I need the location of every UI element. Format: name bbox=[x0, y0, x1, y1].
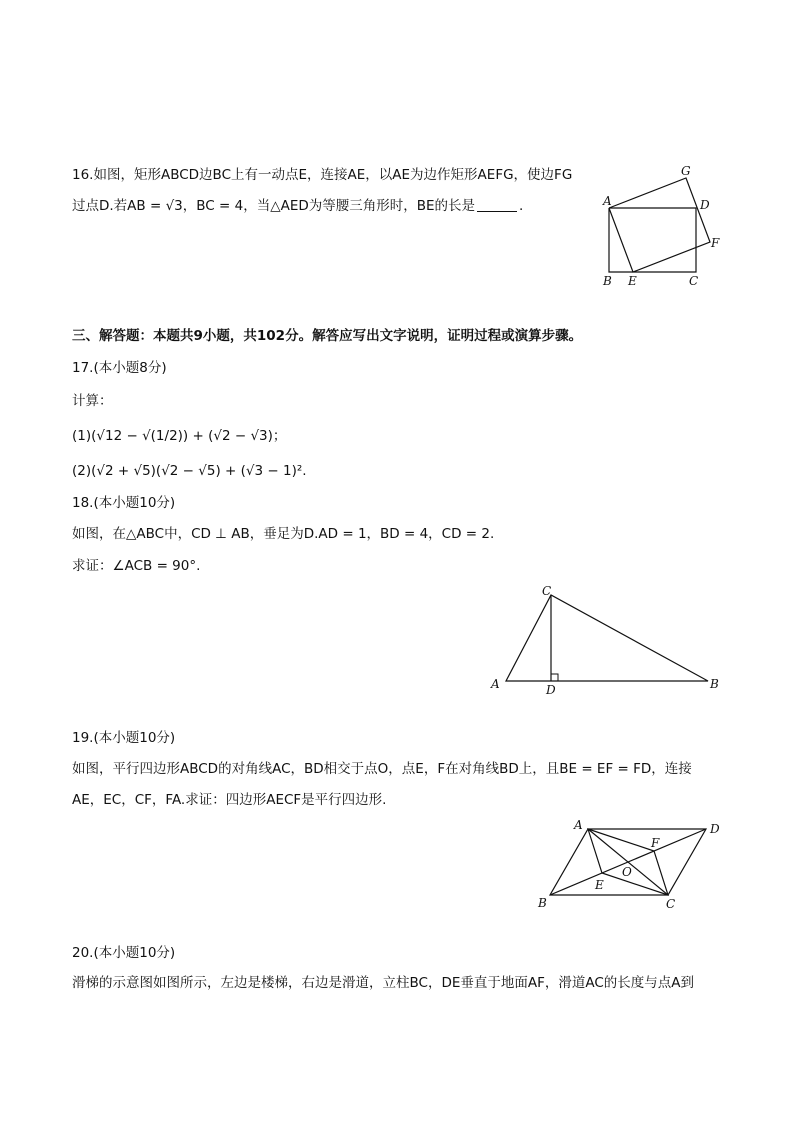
q18-title: 18.(本小题10分) bbox=[72, 495, 176, 511]
q17-title: 17.(本小题8分) bbox=[72, 360, 167, 376]
diagonal-bd bbox=[550, 829, 706, 895]
label-a: A bbox=[603, 194, 612, 208]
q17-part-1: (1)(√12 − √(1/2)) + (√2 − √3)； bbox=[72, 428, 287, 444]
label-a: A bbox=[574, 818, 583, 832]
section-3-heading: 三、解答题：本题共9小题，共102分。解答应写出文字说明，证明过程或演算步骤。 bbox=[72, 328, 583, 344]
rectangle-aefg bbox=[609, 178, 710, 272]
label-a: A bbox=[491, 677, 500, 691]
label-d: D bbox=[700, 198, 710, 212]
label-c: C bbox=[666, 897, 676, 911]
q18-line-2: 求证：∠ACB = 90°. bbox=[72, 558, 201, 574]
q16-figure bbox=[600, 162, 740, 292]
label-b: B bbox=[710, 677, 719, 691]
label-e: E bbox=[595, 878, 604, 892]
q16-line-2-text: 过点D.若AB = √3，BC = 4，当△AED为等腰三角形时，BE的长是 bbox=[72, 198, 476, 214]
q20-title: 20.(本小题10分) bbox=[72, 945, 176, 961]
q19-title: 19.(本小题10分) bbox=[72, 730, 176, 746]
q16-line-2 bbox=[72, 196, 523, 216]
q18-figure bbox=[488, 582, 738, 702]
label-f: F bbox=[711, 236, 720, 250]
label-b: B bbox=[603, 274, 612, 288]
label-f: F bbox=[651, 836, 660, 850]
q20-line-1: 滑梯的示意图如图所示，左边是楼梯，右边是滑道，立柱BC，DE垂直于地面AF，滑道AC的长度与点A到 bbox=[72, 975, 695, 991]
q19-line-2: AE，EC，CF，FA.求证：四边形AECF是平行四边形. bbox=[72, 792, 387, 808]
label-e: E bbox=[628, 274, 637, 288]
q19-figure bbox=[536, 814, 736, 914]
label-d: D bbox=[710, 822, 720, 836]
label-d: D bbox=[546, 683, 556, 697]
answer-blank bbox=[477, 197, 517, 212]
q16-line-2-end: . bbox=[519, 198, 524, 214]
q17-intro: 计算： bbox=[72, 393, 113, 409]
q17-part-2: (2)(√2 + √5)(√2 − √5) + (√3 − 1)². bbox=[72, 463, 307, 479]
right-angle-mark bbox=[551, 674, 558, 681]
label-g: G bbox=[681, 164, 691, 178]
label-o: O bbox=[622, 865, 632, 879]
label-c: C bbox=[689, 274, 699, 288]
triangle-abc bbox=[506, 595, 708, 681]
rectangle-abcd bbox=[609, 208, 696, 272]
label-c: C bbox=[542, 584, 552, 598]
q18-line-1: 如图，在△ABC中，CD ⊥ AB，垂足为D.AD = 1，BD = 4，CD = 2. bbox=[72, 526, 495, 542]
label-b: B bbox=[538, 896, 547, 910]
q19-line-1: 如图，平行四边形ABCD的对角线AC，BD相交于点O，点E，F在对角线BD上，且BE = EF = FD，连接 bbox=[72, 761, 692, 777]
q16-line-1: 16.如图，矩形ABCD边BC上有一动点E，连接AE，以AE为边作矩形AEFG，使边FG bbox=[72, 167, 573, 183]
